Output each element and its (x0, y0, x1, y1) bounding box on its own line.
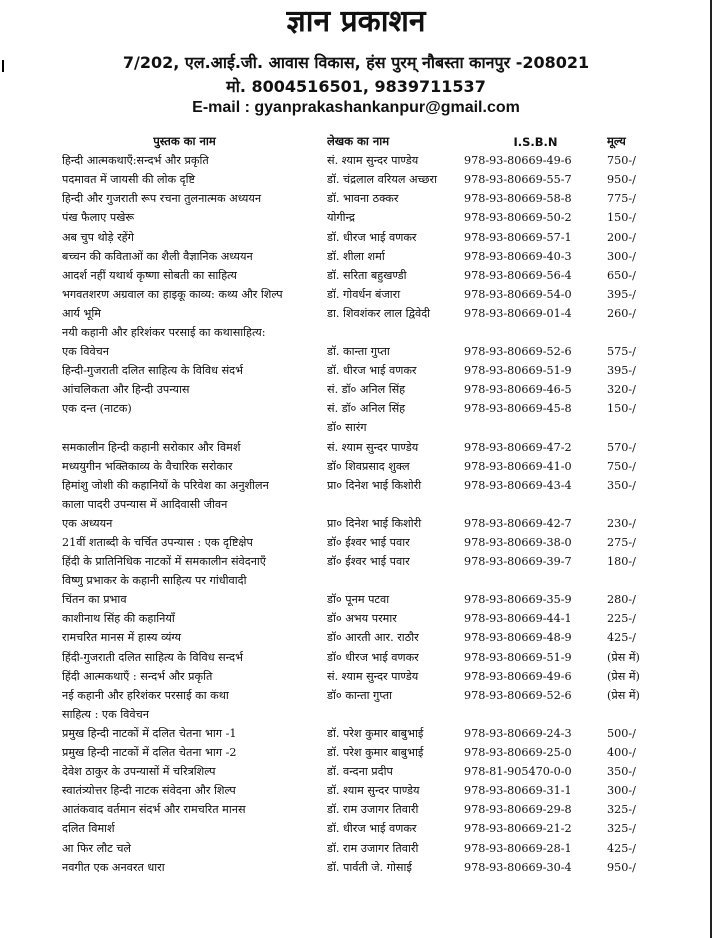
book-isbn: 978-93-80669-49-6 (464, 154, 572, 168)
book-isbn: 978-93-80669-49-6 (464, 669, 572, 683)
book-author: डा. शिवशंकर लाल द्विवेदी (327, 306, 431, 320)
table-row (62, 170, 682, 189)
book-title: हिंदी आत्मकथाएँ : सन्दर्भ और प्रकृति (62, 669, 213, 683)
book-title: प्रमुख हिन्दी नाटकों में दलित चेतना भाग -2 (62, 746, 237, 760)
book-author: डॉ० धीरज भाई वणकर (327, 650, 419, 664)
book-title: एक विवेचन (62, 345, 109, 359)
book-price: (प्रेस में) (607, 650, 640, 664)
book-author: डॉ० पूनम पटवा (327, 593, 390, 607)
book-price: 950-/ (607, 860, 636, 874)
book-author: डॉ. परेश कुमार बाबुभाई (327, 726, 424, 740)
book-title: नयी कहानी और हरिशंकर परसाई का कथासाहित्य: (62, 325, 266, 339)
book-title: हिंदी के प्रातिनिधिक नाटकों में समकालीन संवेदनाएँ (62, 555, 266, 569)
book-author: डॉ. सरिता बहुखण्डी (327, 268, 407, 282)
table-row (62, 686, 682, 705)
book-isbn: 978-93-80669-52-6 (464, 688, 572, 702)
book-price: 575-/ (607, 345, 636, 359)
book-isbn: 978-93-80669-50-2 (464, 211, 572, 225)
book-price: 230-/ (607, 516, 636, 530)
table-row (62, 227, 682, 246)
book-price: 775-/ (607, 192, 636, 206)
book-isbn: 978-93-80669-54-0 (464, 287, 572, 301)
book-title: काला पादरी उपन्यास में आदिवासी जीवन (62, 497, 228, 511)
book-title: देवेश ठाकुर के उपन्यासों में चरित्रशिल्प (62, 765, 216, 779)
book-author: डॉ. पार्वती जे. गोसाई (327, 860, 412, 874)
book-isbn: 978-93-80669-55-7 (464, 173, 572, 187)
table-row (62, 514, 682, 533)
book-title: हिन्दी और गुजराती रूप रचना तुलनात्मक अध्ययन (62, 192, 262, 206)
book-author: डॉ० शिवप्रसाद शुक्ल (327, 459, 410, 473)
book-author: सं. श्याम सुन्दर पाण्डेय (327, 669, 419, 683)
table-row (62, 667, 682, 686)
book-isbn: 978-93-80669-25-0 (464, 746, 572, 760)
table-row (62, 571, 682, 590)
book-isbn: 978-93-80669-40-3 (464, 249, 572, 263)
book-title: पंख फैलाए पखेरू (62, 211, 135, 225)
book-isbn: 978-93-80669-29-8 (464, 803, 572, 817)
book-title: स्वातंत्र्योत्तर हिन्दी नाटक संवेदना और शिल्प (62, 784, 236, 798)
book-author: डॉ. धीरज भाई वणकर (327, 822, 417, 836)
book-title: विष्णु प्रभाकर के कहानी साहित्य पर गांधीवादी (62, 574, 247, 588)
table-row (62, 208, 682, 227)
book-author: डॉ. परेश कुमार बाबुभाई (327, 746, 424, 760)
book-isbn: 978-93-80669-43-4 (464, 478, 572, 492)
book-isbn: 978-93-80669-28-1 (464, 841, 572, 855)
book-price: 225-/ (607, 612, 636, 626)
table-row (62, 590, 682, 609)
table-row (62, 819, 682, 838)
table-header (62, 132, 682, 151)
book-title: मध्ययुगीन भक्तिकाव्य के वैचारिक सरोकार (62, 459, 233, 473)
book-title: बच्चन की कविताओं का शैली वैज्ञानिक अध्ययन (62, 249, 253, 263)
book-title: हिन्दी-गुजराती दलित साहित्य के विविध संदर्भ (62, 364, 243, 378)
table-row (62, 361, 682, 380)
book-price: 750-/ (607, 459, 636, 473)
book-author: डॉ० सारंग (327, 421, 367, 435)
book-isbn: 978-93-80669-01-4 (464, 306, 572, 320)
table-row (62, 399, 682, 418)
book-isbn: 978-93-80669-35-9 (464, 593, 572, 607)
book-isbn: 978-93-80669-45-8 (464, 402, 572, 416)
book-isbn: 978-93-80669-46-5 (464, 383, 572, 397)
book-isbn: 978-93-80669-51-9 (464, 364, 572, 378)
book-author: डॉ. चंद्रलाल वरियल अच्छरा (327, 173, 437, 187)
book-title: दलित विमार्श (62, 822, 115, 836)
book-title: आ फिर लौट चले (62, 841, 132, 855)
book-price: 750-/ (607, 154, 636, 168)
book-author: डॉ. धीरज भाई वणकर (327, 230, 417, 244)
book-author: सं. श्याम सुन्दर पाण्डेय (327, 440, 419, 454)
book-isbn: 978-81-905470-0-0 (464, 765, 572, 779)
publisher-phone: मो. 8004516501, 9839711537 (226, 77, 486, 96)
book-price: 260-/ (607, 306, 636, 320)
book-title: साहित्य : एक विवेचन (62, 707, 149, 721)
book-isbn: 978-93-80669-31-1 (464, 784, 572, 798)
book-isbn: 978-93-80669-21-2 (464, 822, 572, 836)
book-author: योगीन्द्र (327, 211, 355, 225)
table-row (62, 304, 682, 323)
book-price: 425-/ (607, 841, 636, 855)
book-isbn: 978-93-80669-30-4 (464, 860, 572, 874)
table-row (62, 438, 682, 457)
column-header-author: लेखक का नाम (327, 134, 390, 149)
book-author: प्रा० दिनेश भाई किशोरी (327, 516, 422, 530)
book-author: डॉ० अभय परमार (327, 612, 397, 626)
book-title: आतंकवाद वर्तमान संदर्भ और रामचरित मानस (62, 803, 246, 817)
book-price: 325-/ (607, 822, 636, 836)
book-isbn: 978-93-80669-39-7 (464, 555, 572, 569)
book-isbn: 978-93-80669-51-9 (464, 650, 572, 664)
book-isbn: 978-93-80669-56-4 (464, 268, 572, 282)
book-isbn: 978-93-80669-47-2 (464, 440, 572, 454)
book-price: 325-/ (607, 803, 636, 817)
book-author: डॉ. गोवर्धन बंजारा (327, 287, 401, 301)
book-price: 150-/ (607, 211, 636, 225)
book-author: प्रा० दिनेश भाई किशोरी (327, 478, 422, 492)
book-isbn: 978-93-80669-48-9 (464, 631, 572, 645)
book-isbn: 978-93-80669-57-1 (464, 230, 572, 244)
book-price: 320-/ (607, 383, 636, 397)
book-author: सं. डॉ० अनिल सिंह (327, 383, 406, 397)
book-list-table (62, 132, 682, 877)
book-price: 395-/ (607, 364, 636, 378)
publisher-email: E-mail : gyanprakashankanpur@gmail.com (192, 99, 520, 116)
book-price: 350-/ (607, 765, 636, 779)
table-row (62, 189, 682, 208)
table-row (62, 858, 682, 877)
table-row (62, 418, 682, 437)
book-price: 500-/ (607, 726, 636, 740)
book-author: डॉ० कान्ता गुप्ता (327, 688, 393, 702)
table-row (62, 380, 682, 399)
book-title: पदमावत में जायसी की लोक दृष्टि (62, 173, 196, 187)
table-row (62, 743, 682, 762)
book-author: डॉ. वन्दना प्रदीप (327, 765, 393, 779)
book-isbn: 978-93-80669-58-8 (464, 192, 572, 206)
book-price: 650-/ (607, 268, 636, 282)
book-price: 200-/ (607, 230, 636, 244)
book-author: डॉ० ईश्वर भाई पवार (327, 536, 410, 550)
book-author: डॉ. भावना ठक्कर (327, 192, 399, 206)
book-isbn: 978-93-80669-42-7 (464, 516, 572, 530)
book-isbn: 978-93-80669-41-0 (464, 459, 572, 473)
table-row (62, 800, 682, 819)
book-title: एक दन्त (नाटक) (62, 402, 132, 416)
column-header-price: मूल्य (607, 134, 626, 149)
book-title: काशीनाथ सिंह की कहानियाँ (62, 612, 175, 626)
book-author: डॉ. कान्ता गुप्ता (327, 345, 390, 359)
book-author: डॉ. राम उजागर तिवारी (327, 803, 419, 817)
table-row (62, 648, 682, 667)
book-price: 300-/ (607, 249, 636, 263)
book-title: प्रमुख हिन्दी नाटकों में दलित चेतना भाग -1 (62, 726, 237, 740)
book-title: हिमांशु जोशी की कहानियों के परिवेश का अनुशीलन (62, 478, 269, 492)
book-price: 150-/ (607, 402, 636, 416)
table-row (62, 342, 682, 361)
table-row (62, 552, 682, 571)
book-author: सं. श्याम सुन्दर पाण्डेय (327, 154, 419, 168)
table-row (62, 476, 682, 495)
table-row (62, 533, 682, 552)
column-header-title: पुस्तक का नाम (153, 134, 216, 149)
table-row (62, 247, 682, 266)
book-isbn: 978-93-80669-52-6 (464, 345, 572, 359)
book-price: 280-/ (607, 593, 636, 607)
book-title: चिंतन का प्रभाव (62, 593, 127, 607)
book-price: 950-/ (607, 173, 636, 187)
book-author: डॉ. श्याम सुन्दर पाण्डेय (327, 784, 420, 798)
book-author: डॉ० ईश्वर भाई पवार (327, 555, 410, 569)
book-price: 180-/ (607, 555, 636, 569)
book-title: आंचलिकता और हिन्दी उपन्यास (62, 383, 190, 397)
book-author: डॉ. राम उजागर तिवारी (327, 841, 419, 855)
table-row (62, 724, 682, 743)
book-isbn: 978-93-80669-24-3 (464, 726, 572, 740)
column-header-isbn: I.S.B.N (513, 134, 558, 149)
table-row (62, 838, 682, 857)
book-title: रामचरित मानस में हास्य व्यंग्य (62, 631, 182, 645)
book-author: डॉ. धीरज भाई वणकर (327, 364, 417, 378)
book-isbn: 978-93-80669-38-0 (464, 536, 572, 550)
book-price: 300-/ (607, 784, 636, 798)
book-price: 395-/ (607, 287, 636, 301)
book-author: डॉ. शीला शर्मा (327, 249, 385, 263)
book-title: हिंदी-गुजराती दलित साहित्य के विविध सन्दर्भ (62, 650, 243, 664)
book-title: 21वीं शताब्दी के चर्चित उपन्यास : एक दृष्टिक्षेप (62, 536, 253, 550)
table-row (62, 457, 682, 476)
book-title: नई कहानी और हरिशंकर परसाई का कथा (62, 688, 229, 702)
book-title: अब चुप थोड़े रहेंगे (62, 230, 134, 244)
book-title: हिन्दी आत्मकथाएँ:सन्दर्भ और प्रकृति (62, 154, 209, 168)
table-row (62, 609, 682, 628)
book-title: आर्य भूमि (62, 306, 101, 320)
publisher-address: 7/202, एल.आई.जी. आवास विकास, हंस पुरम् नौबस्ता कानपुर -208021 (122, 53, 590, 72)
table-row (62, 285, 682, 304)
publisher-title: ज्ञान प्रकाशन (286, 4, 426, 39)
book-title: आदर्श नहीं यथार्थ कृष्णा सोबती का साहित्य (62, 268, 237, 282)
book-price: 400-/ (607, 746, 636, 760)
table-row (62, 705, 682, 724)
book-price: (प्रेस में) (607, 688, 640, 702)
table-row (62, 762, 682, 781)
table-row (62, 323, 682, 342)
table-row (62, 781, 682, 800)
book-author: सं. डॉ० अनिल सिंह (327, 402, 406, 416)
book-price: 425-/ (607, 631, 636, 645)
book-price: 275-/ (607, 536, 636, 550)
table-row (62, 266, 682, 285)
book-author: डॉ० आरती आर. राठौर (327, 631, 419, 645)
book-price: (प्रेस में) (607, 669, 640, 683)
book-title: एक अध्ययन (62, 516, 113, 530)
book-price: 570-/ (607, 440, 636, 454)
book-title: भगवतशरण अग्रवाल का हाइकू काव्य: कथ्य और शिल्प (62, 287, 283, 301)
table-row (62, 495, 682, 514)
book-isbn: 978-93-80669-44-1 (464, 612, 572, 626)
book-title: समकालीन हिन्दी कहानी सरोकार और विमर्श (62, 440, 241, 454)
table-row (62, 628, 682, 647)
table-row (62, 151, 682, 170)
book-title: नवगीत एक अनवरत धारा (62, 860, 165, 874)
book-price: 350-/ (607, 478, 636, 492)
